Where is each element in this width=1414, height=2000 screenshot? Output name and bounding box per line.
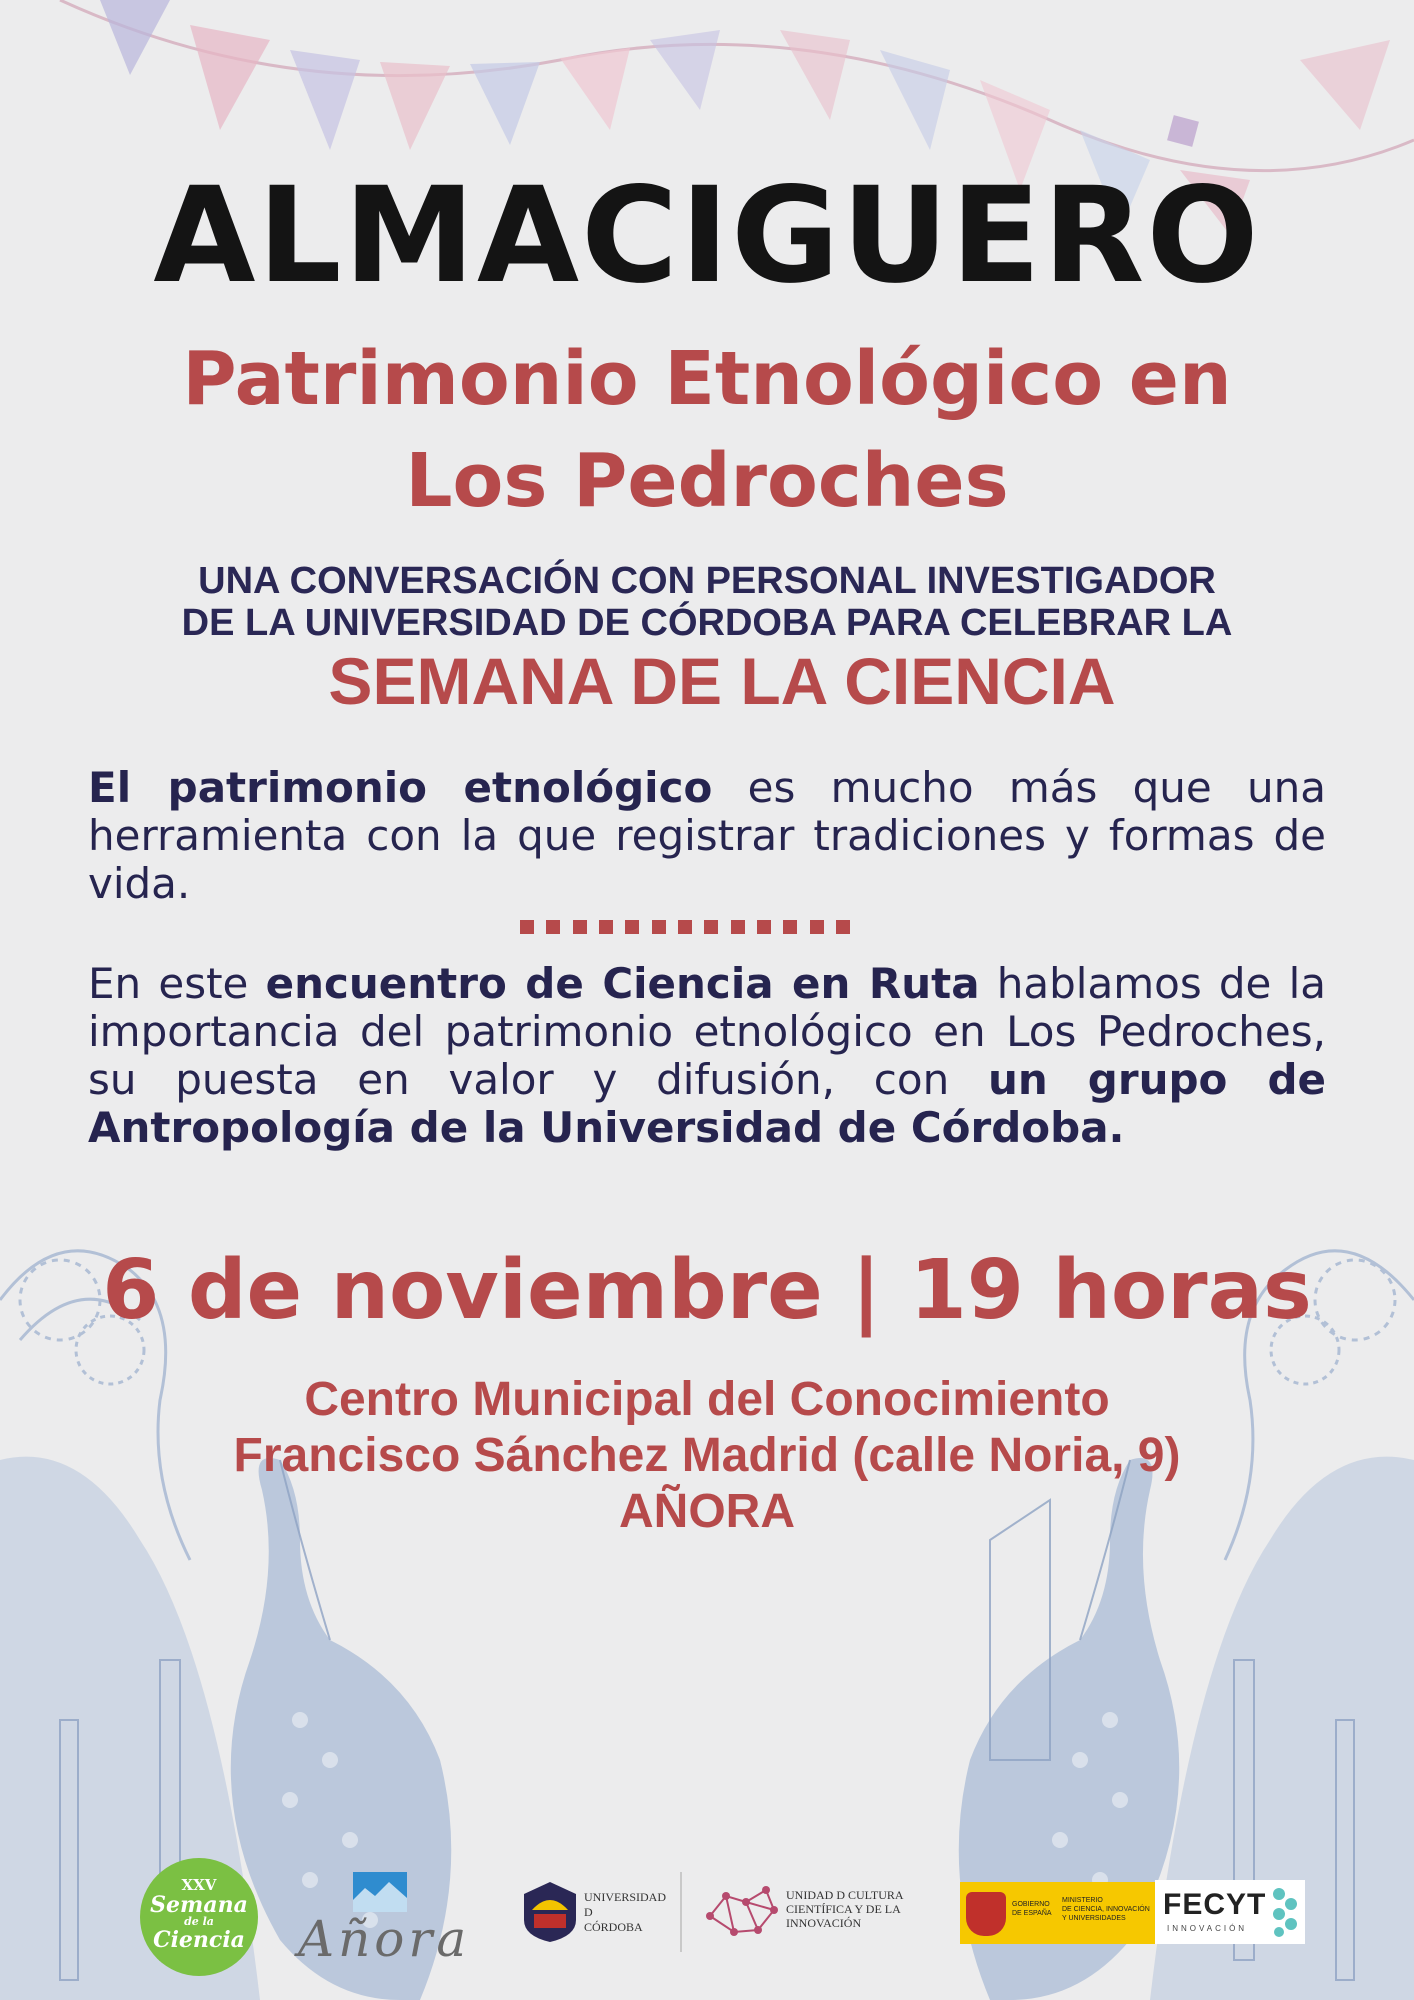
- venue-town: AÑORA: [619, 1485, 795, 1538]
- venue-line-1: Centro Municipal del Conocimiento: [304, 1373, 1110, 1426]
- fecyt-logo: [1155, 1880, 1305, 1944]
- universidad-cordoba-logo: [520, 1878, 680, 1958]
- paragraph-encounter-text-1: En este: [88, 959, 266, 1008]
- paragraph-encounter: [88, 960, 1326, 1152]
- intro-line-2: DE LA UNIVERSIDAD DE CÓRDOBA PARA CELEBRAR LA: [181, 602, 1233, 644]
- ucc-line-2: CIENTÍFICA Y DE LA: [786, 1902, 901, 1916]
- intro-text: [0, 560, 1414, 644]
- ministerio-line-2: DE CIENCIA, INNOVACIÓN: [1062, 1906, 1150, 1913]
- ucc-line-1: UNIDAD D CULTURA: [786, 1888, 904, 1902]
- spain-crest-icon: [966, 1892, 1006, 1936]
- fecyt-dots-icon: [1271, 1886, 1301, 1938]
- subtitle-line-2: Los Pedroches: [405, 438, 1009, 524]
- network-icon: [702, 1880, 782, 1944]
- logo-separator: [680, 1872, 682, 1952]
- paragraph-encounter-text-2: hablamos de la importancia del patrimonio etnológico en Los Pedroches, su puesta en valor y difusión, con: [88, 959, 1327, 1104]
- event-date-time: 6 de noviembre | 19 horas: [102, 1243, 1312, 1338]
- paragraph-heritage: [88, 764, 1326, 908]
- ministerio-line-3: Y UNIVERSIDADES: [1062, 1915, 1126, 1922]
- ucc-line-3: INNOVACIÓN: [786, 1916, 862, 1930]
- uco-shield-icon: [522, 1880, 578, 1944]
- paragraph-heritage-text: es mucho más que una herramienta con la que registrar tradiciones y formas de vida.: [88, 763, 1326, 908]
- semana-ciencia-logo: [140, 1858, 258, 1976]
- event-title: ALMACIGUERO: [153, 159, 1261, 313]
- semana-logo-word: Semana: [150, 1892, 248, 1918]
- paragraph-heritage-bold: El patrimonio etnológico: [88, 763, 713, 812]
- fecyt-sub: INNOVACIÓN: [1167, 1924, 1248, 1933]
- semana-logo-dela: de la: [184, 1915, 214, 1928]
- uco-line-3: CÓRDOBA: [584, 1920, 643, 1934]
- intro-line-1: UNA CONVERSACIÓN CON PERSONAL INVESTIGADOR: [198, 560, 1216, 602]
- paragraph-encounter-bold-1: encuentro de Ciencia en Ruta: [265, 959, 980, 1008]
- dotted-divider: [520, 920, 850, 934]
- gobierno-line-2: DE ESPAÑA: [1012, 1910, 1052, 1917]
- uco-line-2: D: [584, 1905, 593, 1919]
- venue-line-2: Francisco Sánchez Madrid (calle Noria, 9): [233, 1429, 1181, 1482]
- anora-logo-text: Añora: [298, 1910, 471, 1968]
- uco-line-1: UNIVERSIDAD: [584, 1890, 666, 1904]
- paragraph-encounter-bold-2: un grupo de Antropología de la Universidad de Córdoba.: [88, 1055, 1326, 1152]
- subtitle-line-1: Patrimonio Etnológico en: [182, 336, 1232, 422]
- sponsor-logos: [0, 1850, 1414, 1970]
- anora-logo: [290, 1866, 470, 1966]
- fecyt-name: FECYT: [1163, 1888, 1267, 1921]
- semana-logo-ciencia: Ciencia: [153, 1927, 245, 1953]
- semana-de-la-ciencia-heading: SEMANA DE LA CIENCIA: [328, 644, 1116, 718]
- unidad-cultura-cientifica-logo: [700, 1876, 920, 1956]
- ministerio-line-1: MINISTERIO: [1062, 1897, 1103, 1904]
- gobierno-espana-logo: [960, 1882, 1155, 1944]
- semana-logo-roman: XXV: [181, 1876, 217, 1894]
- gobierno-line-1: GOBIERNO: [1012, 1901, 1050, 1908]
